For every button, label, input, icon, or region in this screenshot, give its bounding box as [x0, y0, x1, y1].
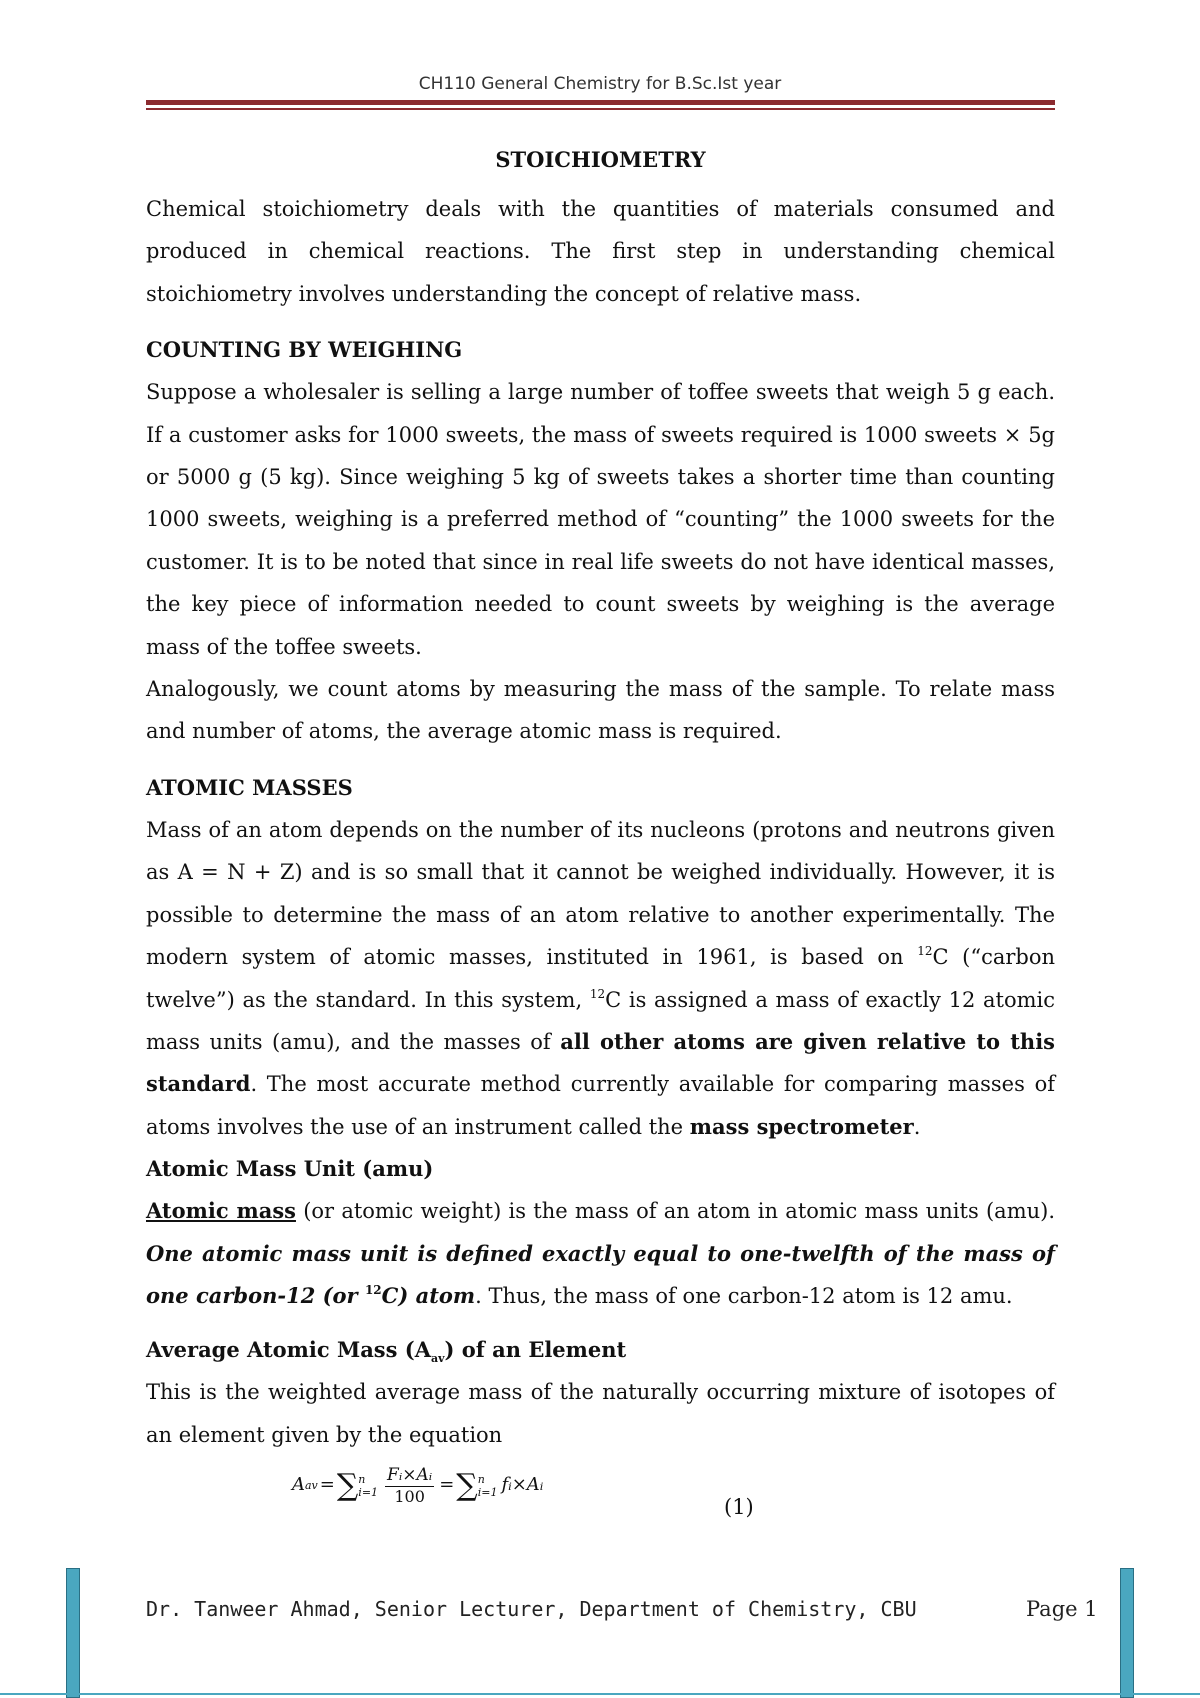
- footer-page-number: Page 1: [1026, 1597, 1098, 1621]
- atomic-text-d: . The most accurate method currently available for comparing masses of atoms involves the use of an instrument called the: [146, 1072, 1055, 1139]
- sum-lower: i=1: [358, 1485, 379, 1499]
- header-rule-thin: [146, 108, 1055, 110]
- average-mass-equation: A av = ∑ n i=1 $\frac{\text{Fᵢ×Aᵢ}}{100}$ = ∑ n i=1 fᵢ×Aᵢ: [292, 1465, 544, 1507]
- bold-mass-spectrometer: mass spectrometer: [689, 1113, 914, 1139]
- atomic-masses-paragraph: [146, 809, 1055, 1148]
- amu-text-b: . Thus, the mass of one carbon-12 atom is 12 amu.: [475, 1283, 1013, 1308]
- heading-average-atomic-mass: [146, 1329, 1055, 1371]
- eq-equals: =: [319, 1474, 335, 1496]
- avg-heading-sub: av: [431, 1352, 445, 1366]
- sum-upper: n: [358, 1472, 366, 1486]
- superscript-12: 12: [917, 944, 933, 959]
- footer-base-line: [0, 1693, 1200, 1695]
- atomic-text-b: C (“carbon twelve”) as the standard. In this system,: [146, 945, 1055, 1012]
- sum-upper-2: n: [477, 1472, 485, 1486]
- counting-paragraph-2: Analogously, we count atoms by measuring the mass of the sample. To relate mass and number of atoms, the average atomic mass is required.: [146, 677, 1055, 744]
- heading-atomic-mass-unit: Atomic Mass Unit (amu): [146, 1156, 434, 1182]
- eq-lhs: A: [292, 1474, 305, 1496]
- bold-relative-standard: all other atoms are given relative to this standard: [146, 1028, 1056, 1097]
- counting-paragraph-1: Suppose a wholesaler is selling a large number of toffee sweets that weigh 5 g each. If a customer asks for 1000 sweets, the mass of sweets required is 1000 sweets × 5g or 5000 g (5 kg). Since weighing 5 kg of sweets takes a shorter time than counting 1000 sweets, weighing is a preferred method of “counting” the 1000 sweets for the customer. It is to be noted that since in real life sweets do not have identical masses, the key piece of information needed to count sweets by weighing is the average mass of the toffee sweets.: [146, 380, 1055, 659]
- sum-limits-2: [478, 1473, 498, 1499]
- amu-definition-b: C) atom: [381, 1282, 476, 1308]
- avg-heading-b: ) of an Element: [444, 1337, 627, 1363]
- heading-counting-by-weighing: COUNTING BY WEIGHING: [146, 337, 463, 363]
- superscript-12: 12: [589, 986, 606, 1001]
- eq-term-2: fᵢ×Aᵢ: [501, 1474, 544, 1496]
- term-atomic-mass: Atomic mass: [146, 1198, 296, 1224]
- fraction: [385, 1464, 434, 1507]
- footer-author: Dr. Tanweer Ahmad, Senior Lecturer, Department of Chemistry, CBU: [146, 1597, 917, 1621]
- amu-paragraph: [146, 1190, 1055, 1317]
- footer-bar-right: [1120, 1568, 1134, 1698]
- superscript-12: 12: [364, 1282, 382, 1297]
- amu-text-a: (or atomic weight) is the mass of an atom in atomic mass units (amu).: [295, 1199, 1055, 1224]
- heading-atomic-masses: ATOMIC MASSES: [146, 774, 353, 800]
- atomic-text-a: Mass of an atom depends on the number of its nucleons (protons and neutrons given as A = N + Z) and is so small that it cannot be weighed individually. However, it is possible to determine the mass of an atom relative to another experimentally. The modern system of atomic masses, instituted in 1961, is based on: [146, 817, 1055, 970]
- atomic-text-c: C is assigned a mass of exactly 12 atomic mass units (amu), and the masses of: [146, 987, 1055, 1054]
- intro-paragraph: Chemical stoichiometry deals with the quantities of materials consumed and produced in chemical reactions. The first step in understanding chemical stoichiometry involves understanding the concept of relative mass.: [146, 197, 1055, 306]
- eq-equals-2: =: [439, 1474, 455, 1496]
- avg-heading-a: Average Atomic Mass (A: [146, 1337, 431, 1363]
- header-rule-thick: [146, 100, 1055, 105]
- fraction-numerator: Fᵢ×Aᵢ: [387, 1465, 433, 1486]
- sum-limits: [358, 1473, 378, 1499]
- document-body: [146, 140, 1055, 1534]
- fraction-denominator: 100: [394, 1487, 425, 1507]
- sum-symbol: ∑: [336, 1467, 359, 1503]
- equation-number: (1): [724, 1495, 754, 1520]
- document-title: STOICHIOMETRY: [495, 147, 706, 172]
- sum-lower-2: i=1: [477, 1485, 498, 1499]
- average-atomic-mass-paragraph: This is the weighted average mass of the naturally occurring mixture of isotopes of an element given by the equation: [146, 1380, 1055, 1447]
- equation-row: [146, 1456, 1055, 1534]
- sum-symbol-2: ∑: [456, 1467, 478, 1503]
- amu-definition-a: One atomic mass unit is defined exactly equal to one-twelfth of the mass of one carbon-12 (or: [146, 1240, 1055, 1308]
- page-header: CH110 General Chemistry for B.Sc.Ist year: [418, 74, 782, 94]
- footer-bar-left: [66, 1568, 80, 1698]
- atomic-text-e: .: [913, 1114, 921, 1139]
